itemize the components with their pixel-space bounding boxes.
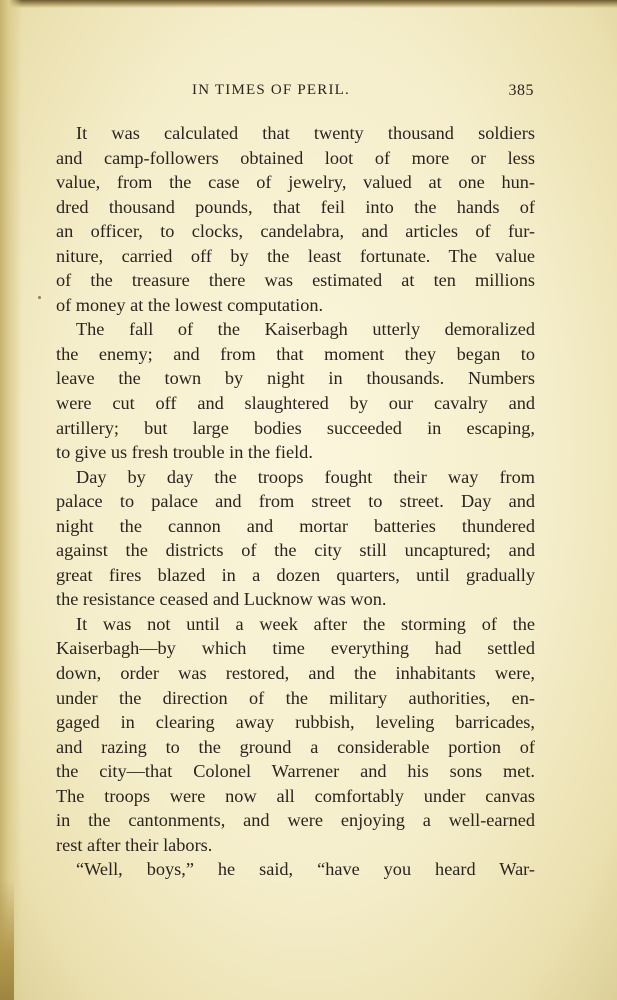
text-line: of money at the lowest computation. xyxy=(56,294,324,315)
text-line: niture, carried off by the least fortunate. The value xyxy=(56,245,535,266)
text-line: the enemy; and from that moment they began to xyxy=(56,343,535,364)
text-line: night the cannon and mortar batteries thundered xyxy=(56,515,535,536)
text-line: The fall of the Kaiserbagh utterly demoralized xyxy=(76,319,535,340)
text-line: Day by day the troops fought their way from xyxy=(76,466,535,487)
text-line: the city—that Colonel Warrener and his sons met. xyxy=(56,761,535,782)
text-line: Kaiserbagh—by which time everything had settled xyxy=(56,638,535,659)
page-number: 385 xyxy=(508,82,534,99)
page-top-edge xyxy=(0,0,617,8)
text-line: It was calculated that twenty thousand soldiers xyxy=(76,123,535,143)
text-line: against the districts of the city still uncaptured; and xyxy=(56,540,535,561)
body-text xyxy=(56,121,535,882)
page-stain xyxy=(0,880,14,1000)
text-line: value, from the case of jewelry, valued at one hun- xyxy=(56,172,535,193)
text-line: leave the town by night in thousands. Numbers xyxy=(56,368,535,389)
text-line: in the cantonments, and were enjoying a well-earned xyxy=(56,810,535,831)
text-line: the resistance ceased and Lucknow was won. xyxy=(56,589,387,610)
running-title: IN TIMES OF PERIL. xyxy=(192,82,350,98)
text-line: rest after their labors. xyxy=(56,834,213,855)
text-line: to give us fresh trouble in the field. xyxy=(56,442,313,463)
ink-blot xyxy=(38,296,41,299)
text-line: under the direction of the military authorities, en- xyxy=(56,687,535,708)
text-line: an officer, to clocks, candelabra, and articles of fur- xyxy=(56,221,535,242)
text-line: down, order was restored, and the inhabitants were, xyxy=(56,663,535,684)
text-line: “Well, boys,” he said, “have you heard War- xyxy=(76,859,535,880)
text-line: palace to palace and from street to street. Day and xyxy=(56,491,535,512)
text-line: and camp-followers obtained loot of more or less xyxy=(56,147,535,168)
text-line: dred thousand pounds, that feil into the hands of xyxy=(56,196,535,217)
text-line: and razing to the ground a considerable portion of xyxy=(56,736,535,757)
running-head xyxy=(56,78,536,102)
text-line: artillery; but large bodies succeeded in escaping, xyxy=(56,417,535,438)
page-gutter-shadow xyxy=(0,0,22,1000)
text-line: The troops were now all comfortably under canvas xyxy=(56,785,535,806)
text-line: gaged in clearing away rubbish, leveling barricades, xyxy=(56,712,535,733)
text-line: great fires blazed in a dozen quarters, until gradually xyxy=(56,564,535,585)
text-line: of the treasure there was estimated at ten millions xyxy=(56,270,535,291)
text-line: It was not until a week after the storming of the xyxy=(76,613,535,634)
text-line: were cut off and slaughtered by our cavalry and xyxy=(56,393,535,414)
